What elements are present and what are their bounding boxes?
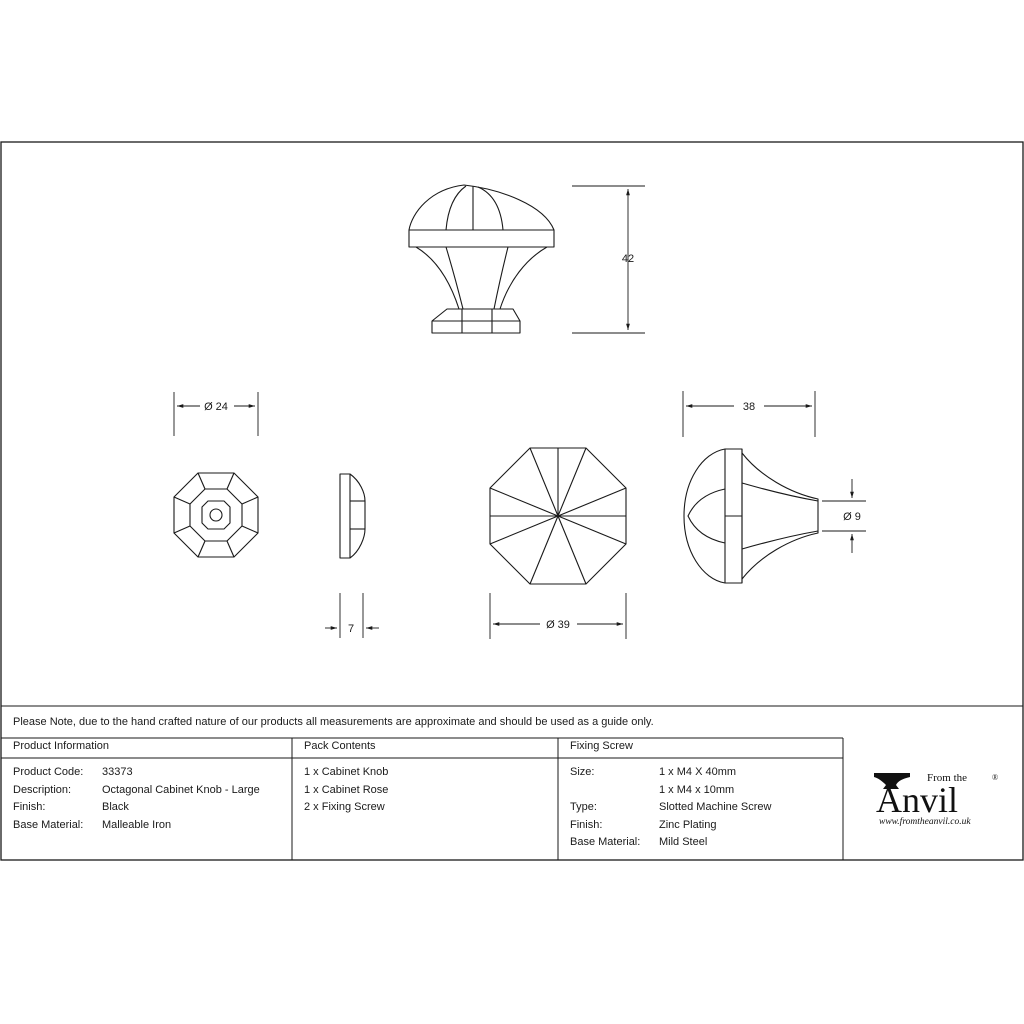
- type-value: Slotted Machine Screw: [659, 801, 772, 813]
- knob-length-dimension: [683, 391, 815, 437]
- size-label-continued: [570, 782, 640, 800]
- product-code-value: 33373: [102, 766, 133, 778]
- pack-item: 1 x Cabinet Rose: [304, 783, 389, 796]
- height-dimension-label: 42: [621, 253, 635, 265]
- product-information-values: [102, 764, 260, 834]
- anvil-logo-mark: [872, 769, 1002, 829]
- product-information-labels: [13, 764, 83, 834]
- base-material-value: Malleable Iron: [102, 818, 172, 831]
- description-value: Octagonal Cabinet Knob - Large: [102, 783, 260, 796]
- rose-diameter-dimension: [174, 392, 258, 436]
- measurement-note: Please Note, due to the hand crafted nature of our products all measurements are approximate and should be used as a guide only.: [13, 716, 654, 728]
- neck-diameter-label: Ø 9: [843, 511, 861, 523]
- rose-diameter-label: Ø 24: [204, 401, 228, 413]
- from-the-anvil-logo: [872, 769, 1002, 829]
- knob-length-label: 38: [742, 401, 756, 413]
- knob-side-elevation: [409, 185, 554, 333]
- knob-diameter-dimension: [490, 593, 626, 639]
- technical-drawing-sheet: [0, 141, 1024, 861]
- rose-side-view: [340, 474, 365, 558]
- description-label: Description:: [13, 783, 72, 796]
- product-information-header: Product Information: [13, 740, 109, 752]
- sheet-border: [1, 142, 1023, 860]
- pack-item: 1 x Cabinet Knob: [304, 766, 389, 778]
- screw-base-material-label: Base Material:: [570, 836, 641, 848]
- size-label: Size:: [570, 766, 595, 778]
- logo-from-the: From the: [927, 772, 968, 784]
- knob-side-view: [684, 449, 818, 583]
- pack-item: 2 x Fixing Screw: [304, 801, 385, 813]
- fixing-screw-labels: [570, 764, 640, 852]
- screw-finish-label: Finish:: [570, 818, 603, 831]
- size-value: 1 x M4 X 40mm: [659, 766, 737, 778]
- drawing-canvas: [0, 141, 1024, 861]
- screw-finish-value: Zinc Plating: [659, 818, 717, 831]
- logo-brand: Anvil: [876, 780, 959, 820]
- pack-contents-header: Pack Contents: [304, 740, 376, 752]
- size-value-second: 1 x M4 x 10mm: [659, 783, 735, 796]
- product-code-label: Product Code:: [13, 766, 84, 778]
- rose-depth-label: 7: [347, 623, 355, 635]
- knob-diameter-label: Ø 39: [546, 619, 570, 631]
- finish-value: Black: [102, 801, 129, 813]
- finish-label: Finish:: [13, 801, 46, 813]
- logo-registered: ®: [992, 773, 999, 782]
- knob-plan-view: [490, 448, 626, 584]
- type-label: Type:: [570, 801, 597, 813]
- pack-contents-list: [304, 764, 388, 817]
- fixing-screw-header: Fixing Screw: [570, 740, 633, 752]
- fixing-screw-values: [659, 764, 772, 852]
- logo-url: www.fromtheanvil.co.uk: [879, 817, 971, 827]
- screw-base-material-value: Mild Steel: [659, 836, 708, 848]
- base-material-label: Base Material:: [13, 818, 84, 831]
- rose-plan-view: [174, 473, 258, 557]
